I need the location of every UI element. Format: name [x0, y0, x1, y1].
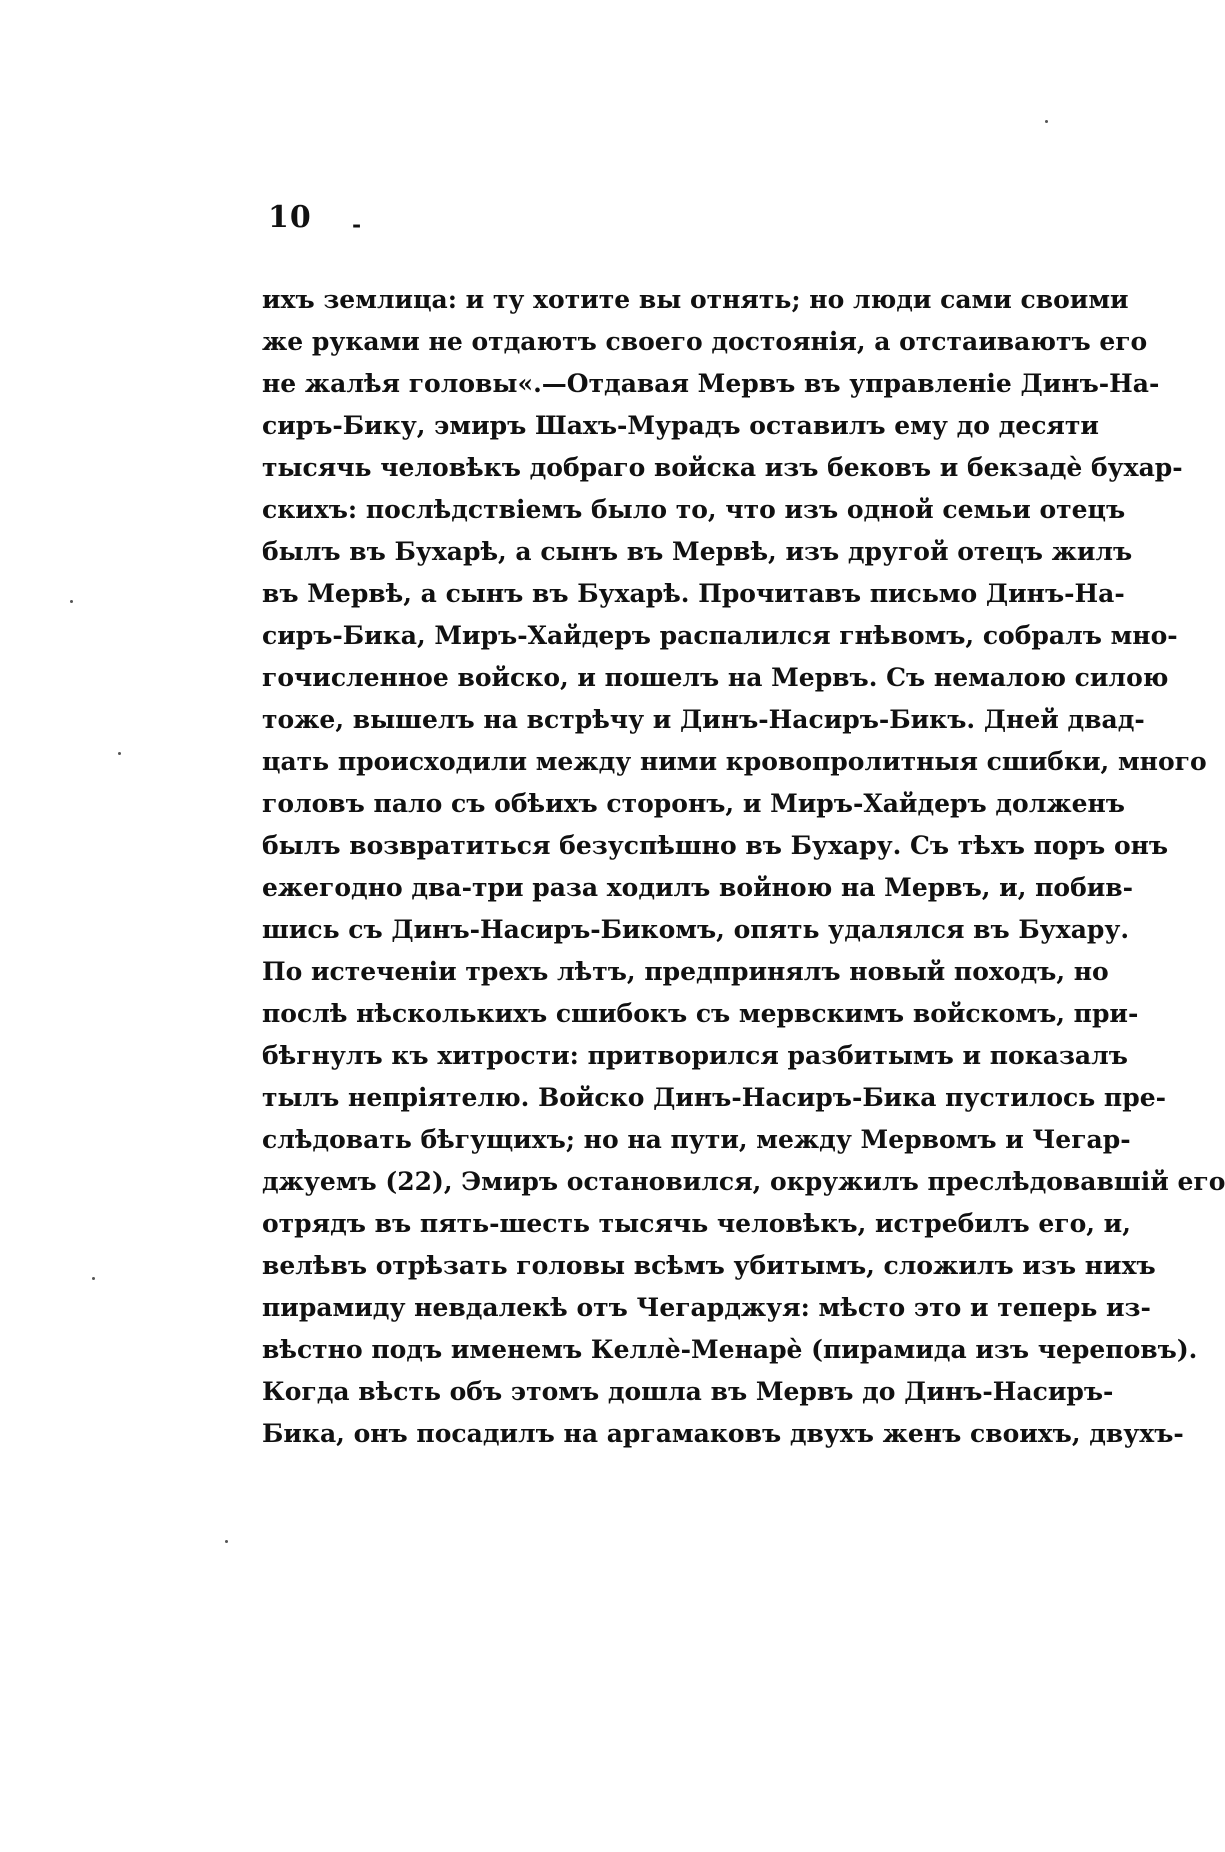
text-line: цать происходили между ними кровопролитныя сшибки, много: [262, 747, 1207, 776]
text-line: вѣстно подъ именемъ Келлѐ-Менарѐ (пирамида изъ череповъ).: [262, 1335, 1198, 1364]
text-line: головъ пало съ обѣихъ сторонъ, и Миръ-Хайдеръ долженъ: [262, 789, 1125, 818]
scan-speck: [225, 1540, 228, 1543]
page-number: 10: [268, 200, 312, 235]
text-line: ежегодно два-три раза ходилъ войною на Мервъ, и, побив-: [262, 873, 1134, 902]
text-line: въ Мервѣ, а сынъ въ Бухарѣ. Прочитавъ письмо Динъ-На-: [262, 579, 1125, 608]
text-line: велѣвъ отрѣзать головы всѣмъ убитымъ, сложилъ изъ нихъ: [262, 1251, 1156, 1280]
scan-speck: [1045, 120, 1048, 123]
scan-speck: [92, 1277, 95, 1280]
text-line: пирамиду невдалекѣ отъ Чегарджуя: мѣсто это и теперь из-: [262, 1293, 1151, 1322]
text-line: Бика, онъ посадилъ на аргамаковъ двухъ женъ своихъ, двухъ-: [262, 1419, 1184, 1448]
text-line: былъ возвратиться безуспѣшно въ Бухару. Съ тѣхъ поръ онъ: [262, 831, 1169, 860]
text-line: бѣгнулъ къ хитрости: притворился разбитымъ и показалъ: [262, 1041, 1128, 1070]
text-line: скихъ: послѣдствіемъ было то, что изъ одной семьи отецъ: [262, 495, 1126, 524]
body-text: [262, 279, 1225, 1455]
text-line: отрядъ въ пять-шесть тысячь человѣкъ, истребилъ его, и,: [262, 1209, 1131, 1238]
scan-speck: [118, 752, 121, 755]
text-line: не жалѣя головы«.—Отдавая Мервъ въ управленіе Динъ-На-: [262, 369, 1160, 398]
text-line: тылъ непріятелю. Войско Динъ-Насиръ-Бика пустилось пре-: [262, 1083, 1166, 1112]
text-line: тоже, вышелъ на встрѣчу и Динъ-Насиръ-Бикъ. Дней двад-: [262, 705, 1145, 734]
text-line: сиръ-Бику, эмиръ Шахъ-Мурадъ оставилъ ему до десяти: [262, 411, 1099, 440]
text-line: Когда вѣсть объ этомъ дошла въ Мервъ до Динъ-Насиръ-: [262, 1377, 1114, 1406]
text-line: сиръ-Бика, Миръ-Хайдеръ распалился гнѣвомъ, собралъ мно-: [262, 621, 1178, 650]
text-line: тысячь человѣкъ добраго войска изъ бековъ и бекзадѐ бухар-: [262, 453, 1183, 482]
text-line: ихъ землица: и ту хотите вы отнять; но люди сами своими: [262, 285, 1129, 314]
text-line: былъ въ Бухарѣ, а сынъ въ Мервѣ, изъ другой отецъ жилъ: [262, 537, 1133, 566]
text-line: послѣ нѣсколькихъ сшибокъ съ мервскимъ войскомъ, при-: [262, 999, 1139, 1028]
text-line: джуемъ (22), Эмиръ остановился, окружилъ преслѣдовавшій его: [262, 1167, 1225, 1196]
text-line: шись съ Динъ-Насиръ-Бикомъ, опять удалялся въ Бухару.: [262, 915, 1130, 944]
text-line: же руками не отдаютъ своего достоянія, а отстаиваютъ его: [262, 327, 1148, 356]
scan-speck: [70, 600, 73, 603]
text-line: гочисленное войско, и пошелъ на Мервъ. Съ немалою силою: [262, 663, 1169, 692]
header-mark: -: [352, 212, 362, 238]
text-line: слѣдовать бѣгущихъ; но на пути, между Мервомъ и Чегар-: [262, 1125, 1131, 1154]
text-line: По истеченіи трехъ лѣтъ, предпринялъ новый походъ, но: [262, 957, 1109, 986]
